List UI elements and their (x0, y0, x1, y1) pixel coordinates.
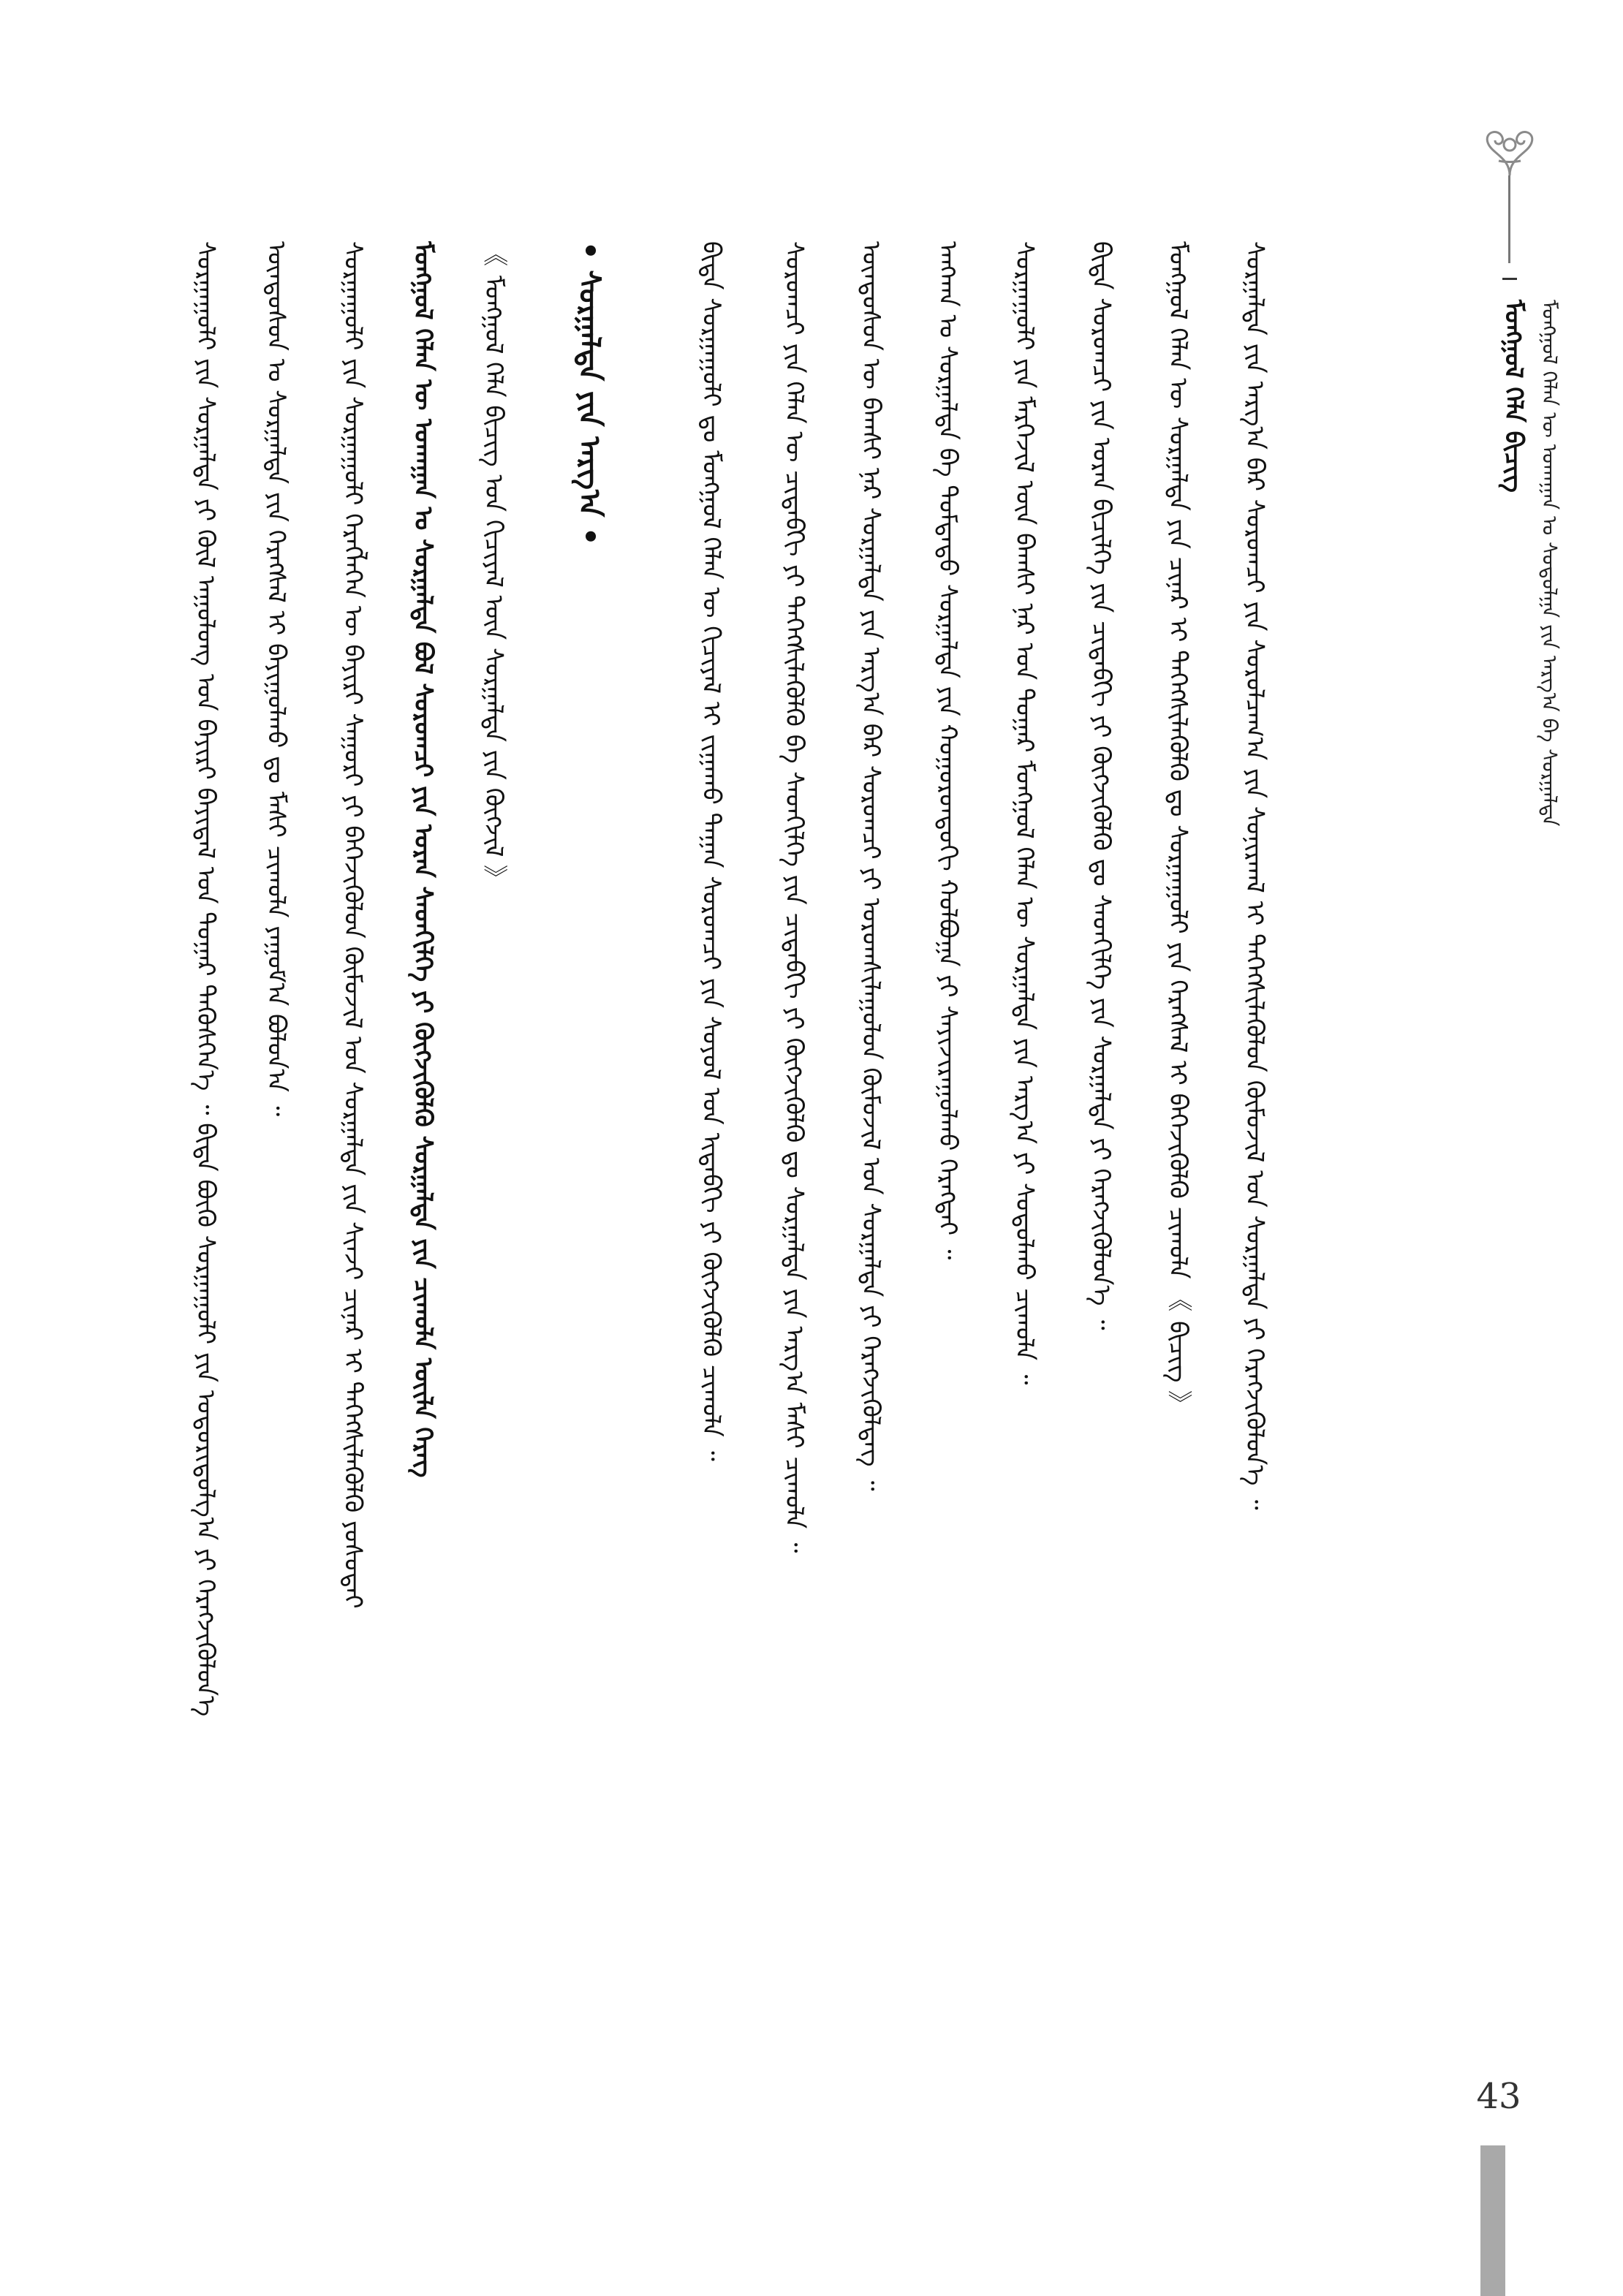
text-column: ᠦᠨᠳᠦᠰᠦᠨ ᠤ ᠰᠤᠷᠭᠠᠯᠲᠠ ᠶᠢᠨ ᠬᠡᠷᠡᠭᠰᠡᠯ ᠢ ᠪᠠᠶᠢᠭᠤᠯᠬᠤ ᠳᠤ ᠮᠠᠰᠢ ᠴᠢᠬᠤᠯᠠ ᠶᠠᠭᠤᠮ᠎ᠠ ᠪᠣᠯᠤᠨ᠎ᠠ ᠃ (261, 241, 291, 1117)
text-column: ᠰᠤᠷᠭᠠᠭᠤᠯᠢ ᠶᠢᠨ ᠰᠤᠷᠭᠠᠭᠤᠯᠢ ᠬᠡᠷᠡᠭᠯᠡᠭᠡᠨ ᠦ ᠪᠠᠶᠢᠷᠢ ᠰᠠᠭᠤᠷᠢ ᠶᠢ ᠪᠡᠬᠡᠵᠢᠭᠦᠯᠦᠨ ᠬᠦᠮᠦᠵᠢᠯ ᠤᠨ ᠰᠤᠷᠭᠠᠯᠲᠠ ᠶᠢᠨ ᠰᠢᠨᠵᠢ ᠴᠢᠨᠠᠷ ᠢ ᠳᠡᠭᠡᠭᠰᠢᠯᠡᠭᠦᠯᠬᠦ ᠶᠤᠰᠤᠲᠠᠢ (338, 241, 368, 1609)
text-column: ᠰᠤᠷᠭᠠᠭᠤᠯᠢ ᠶᠢᠨ ᠰᠤᠷᠭᠠᠯᠲᠠ ᠶᠢ ᠬᠦᠯ ᠠᠭᠤᠯᠤᠩ ᠤᠨ ᠪᠠᠶᠢᠷᠢ ᠪᠠᠶᠢᠳᠠᠯ ᠤᠨ ᠳᠤᠭᠠᠷ ᠲᠡᠭᠦᠰᠭᠡᠨ᠎ᠡ ᠃ ᠪᠢᠳᠡ ᠪᠦᠬᠦ ᠰᠤᠷᠭᠠᠭᠤᠯᠢ ᠶᠢᠨ ᠤᠳᠤᠷᠢᠳᠤᠯᠭ᠎ᠠ ᠶᠢ ᠬᠡᠷᠡᠭᠵᠢᠭᠦᠯᠦᠨ᠎ᠡ (191, 241, 220, 1717)
page-number: 43 (1476, 2076, 1521, 2117)
text-column: ᠰᠤᠷᠭᠠᠯᠲᠠ ᠶᠢᠨ ᠠᠷᠭ᠎ᠠ ᠪᠠᠷ ᠰᠤᠷᠤᠭᠴᠢ ᠶᠢᠨ ᠰᠤᠷᠤᠯᠴᠠᠭ᠎ᠠ ᠶᠢᠨ ᠰᠣᠨᠢᠷᠬᠠᠯ ᠢ ᠳᠡᠭᠡᠭᠰᠢᠯᠡᠭᠦᠯᠦᠨ ᠬᠦᠮᠦᠵᠢᠯ ᠤᠨ ᠰᠤᠷᠭᠠᠯᠲᠠ ᠶᠢ ᠬᠡᠷᠡᠭᠵᠢᠭᠦᠯᠦᠨ᠎ᠡ ᠃ (1240, 241, 1269, 1510)
header-dash (1502, 278, 1517, 280)
text-column: ᠪᠢᠳᠡ ᠰᠤᠷᠭᠠᠭᠤᠯᠢ ᠳᠤ ᠮᠣᠩᠭᠣᠯ ᠬᠡᠯᠡᠨ ᠦ ᠬᠢᠴᠢᠶᠡᠯ ᠢ ᠵᠢᠭᠠᠬᠤ ᠳᠠᠭᠠᠨ ᠰᠤᠷᠤᠭᠴᠢ ᠶᠢᠨ ᠰᠤᠶᠤᠯ ᠤᠨ ᠢᠳᠡᠪᠬᠢ ᠶᠢ ᠬᠦᠭᠵᠢᠭᠦᠯᠬᠦ ᠴᠢᠬᠤᠯᠠ ᠃ (696, 241, 726, 1461)
text-column: ᠰᠤᠷᠤᠭᠴᠢ ᠶᠢᠨ ᠬᠡᠯᠡᠨ ᠦ ᠴᠢᠳᠠᠪᠬᠢ ᠶᠢ ᠳᠡᠭᠡᠭᠰᠢᠯᠡᠭᠦᠯᠬᠦ ᠪᠠ ᠰᠡᠳᠬᠢᠯᠭᠡ ᠶᠢᠨ ᠴᠢᠳᠠᠪᠬᠢ ᠶᠢ ᠬᠦᠭᠵᠢᠭᠦᠯᠬᠦ ᠳᠤ ᠰᠤᠷᠭᠠᠯᠲᠠ ᠶᠢᠨ ᠠᠷᠭ᠎ᠠ ᠮᠠᠰᠢ ᠴᠢᠬᠤᠯᠠ ᠃ (779, 241, 809, 1553)
header-rule (1508, 175, 1510, 263)
text-column: 《 ᠮᠣᠩᠭᠣᠯ ᠬᠡᠯᠡ ᠪᠢᠴᠢᠭ ᠤᠨ ᠬᠢᠴᠢᠶᠡᠯ ᠦᠨ ᠰᠤᠷᠭᠠᠯᠲᠠ ᠶᠢᠨ ᠬᠦᠭᠵᠢᠯ 》 (478, 241, 508, 891)
text-column: ᠮᠣᠩᠭᠣᠯ ᠬᠡᠯᠡᠨ ᠦ ᠤᠬᠠᠭᠠᠨ ᠤ ᠰᠤᠷᠭᠠᠯᠲᠠ ᠪᠣᠯ ᠰᠤᠷᠤᠭᠴᠢ ᠶᠢᠨ ᠤᠷᠠᠨ ᠰᠡᠳᠬᠢᠯᠭᠡ ᠶᠢ ᠬᠦᠭᠵᠢᠭᠦᠯᠬᠦ ᠰᠤᠷᠭᠠᠯᠲᠠ ᠶᠢᠨ ᠴᠢᠬᠤᠯᠠ ᠦᠢᠯᠡ ᠬᠡᠷᠡᠭ (408, 241, 438, 1478)
chapter-title: ᠮᠣᠩᠭᠣᠯ ᠬᠡᠯᠡᠨ ᠦ ᠤᠬᠠᠭᠠᠨ ᠤ ᠰᠤᠳᠤᠯᠭᠠ ᠶᠢᠨ ᠠᠷᠭ᠎ᠠ ᠪᠠ ᠰᠤᠷᠭᠠᠯᠲᠠ (1537, 300, 1562, 827)
running-header (1469, 124, 1562, 1440)
section-heading: • ᠰᠤᠷᠭᠠᠯᠲᠠ ᠶᠢᠨ ᠠᠷᠭ᠎ᠠ • (572, 241, 606, 546)
text-column: ᠪᠢᠳᠡ ᠰᠤᠷᠤᠭᠴᠢ ᠶᠢᠨ ᠤᠷᠠᠨ ᠪᠢᠴᠢᠯᠭᠡ ᠶᠢᠨ ᠴᠢᠳᠠᠪᠬᠢ ᠶᠢ ᠬᠦᠭᠵᠢᠭᠦᠯᠬᠦ ᠳᠤ ᠰᠡᠳᠬᠢᠯᠭᠡ ᠶᠢᠨ ᠰᠤᠷᠭᠠᠯᠲᠠ ᠶᠢ ᠬᠡᠷᠡᠭᠵᠢᠭᠦᠯᠦᠨ᠎ᠡ ᠃ (1086, 241, 1116, 1330)
text-column: ᠠᠩᠬᠠᠨ ᠤ ᠰᠤᠷᠭᠠᠯᠲᠠ ᠪᠠ ᠳᠤᠮᠳᠠᠳᠤ ᠰᠤᠷᠭᠠᠯᠲᠠ ᠶᠢᠨ ᠬᠣᠭᠣᠷᠤᠨᠳᠤᠬᠢ ᠬᠣᠯᠪᠣᠭᠠ ᠶᠢ ᠰᠠᠶᠢᠵᠢᠷᠠᠭᠤᠯᠬᠤ ᠬᠡᠷᠡᠭᠲᠡᠢ ᠃ (933, 241, 962, 1260)
text-column: ᠮᠣᠩᠭᠣᠯ ᠬᠡᠯᠡᠨ ᠦ ᠰᠤᠷᠭᠠᠯᠲᠠ ᠶᠢᠨ ᠴᠢᠨᠠᠷ ᠢ ᠳᠡᠭᠡᠭᠰᠢᠯᠡᠭᠦᠯᠬᠦ ᠳᠤ ᠰᠤᠷᠭᠠᠭᠤᠯᠢ ᠶᠢᠨ ᠬᠡᠷᠡᠭᠰᠡᠯ ᠢ ᠪᠡᠬᠡᠵᠢᠭᠦᠯᠬᠦ ᠴᠢᠬᠤᠯᠠ 《 ᠪᠢᠴᠢᠭ 》 (1163, 241, 1192, 1417)
book-title: ᠮᠣᠩᠭᠣᠯ ᠬᠡᠯᠡ ᠪᠢᠴᠢᠭ (1499, 300, 1528, 493)
body-text (183, 241, 1287, 2047)
text-column: ᠰᠤᠷᠭᠠᠭᠤᠯᠢ ᠶᠢᠨ ᠮᠡᠷᠭᠡᠵᠢᠯ ᠦᠨ ᠪᠠᠭᠰᠢ ᠨᠠᠷ ᠤᠨ ᠳᠤᠭᠠᠷ ᠮᠣᠩᠭᠣᠯ ᠬᠡᠯᠡᠨ ᠦ ᠰᠤᠷᠭᠠᠯᠲᠠ ᠶᠢᠨ ᠠᠷᠭ᠎ᠠ ᠶᠢ ᠰᠤᠳᠤᠯᠬᠤ ᠴᠢᠬᠤᠯᠠ ᠃ (1010, 241, 1039, 1385)
side-tab (1480, 2145, 1505, 2296)
text-column: ᠦᠨᠳᠦᠰᠦᠨ ᠦ ᠪᠠᠭᠰᠢ ᠨᠠᠷ ᠰᠤᠷᠭᠠᠯᠲᠠ ᠶᠢᠨ ᠠᠷᠭ᠎ᠠ ᠪᠠᠷ ᠰᠤᠷᠤᠭᠴᠢ ᠶᠢ ᠤᠷᠤᠭᠰᠢᠯᠠᠭᠤᠯᠤᠨ ᠬᠦᠮᠦᠵᠢᠯ ᠤᠨ ᠰᠤᠷᠭᠠᠯᠲᠠ ᠶᠢ ᠬᠡᠷᠡᠭᠵᠢᠭᠦᠯᠳᠡᠭ ᠃ (856, 241, 885, 1491)
